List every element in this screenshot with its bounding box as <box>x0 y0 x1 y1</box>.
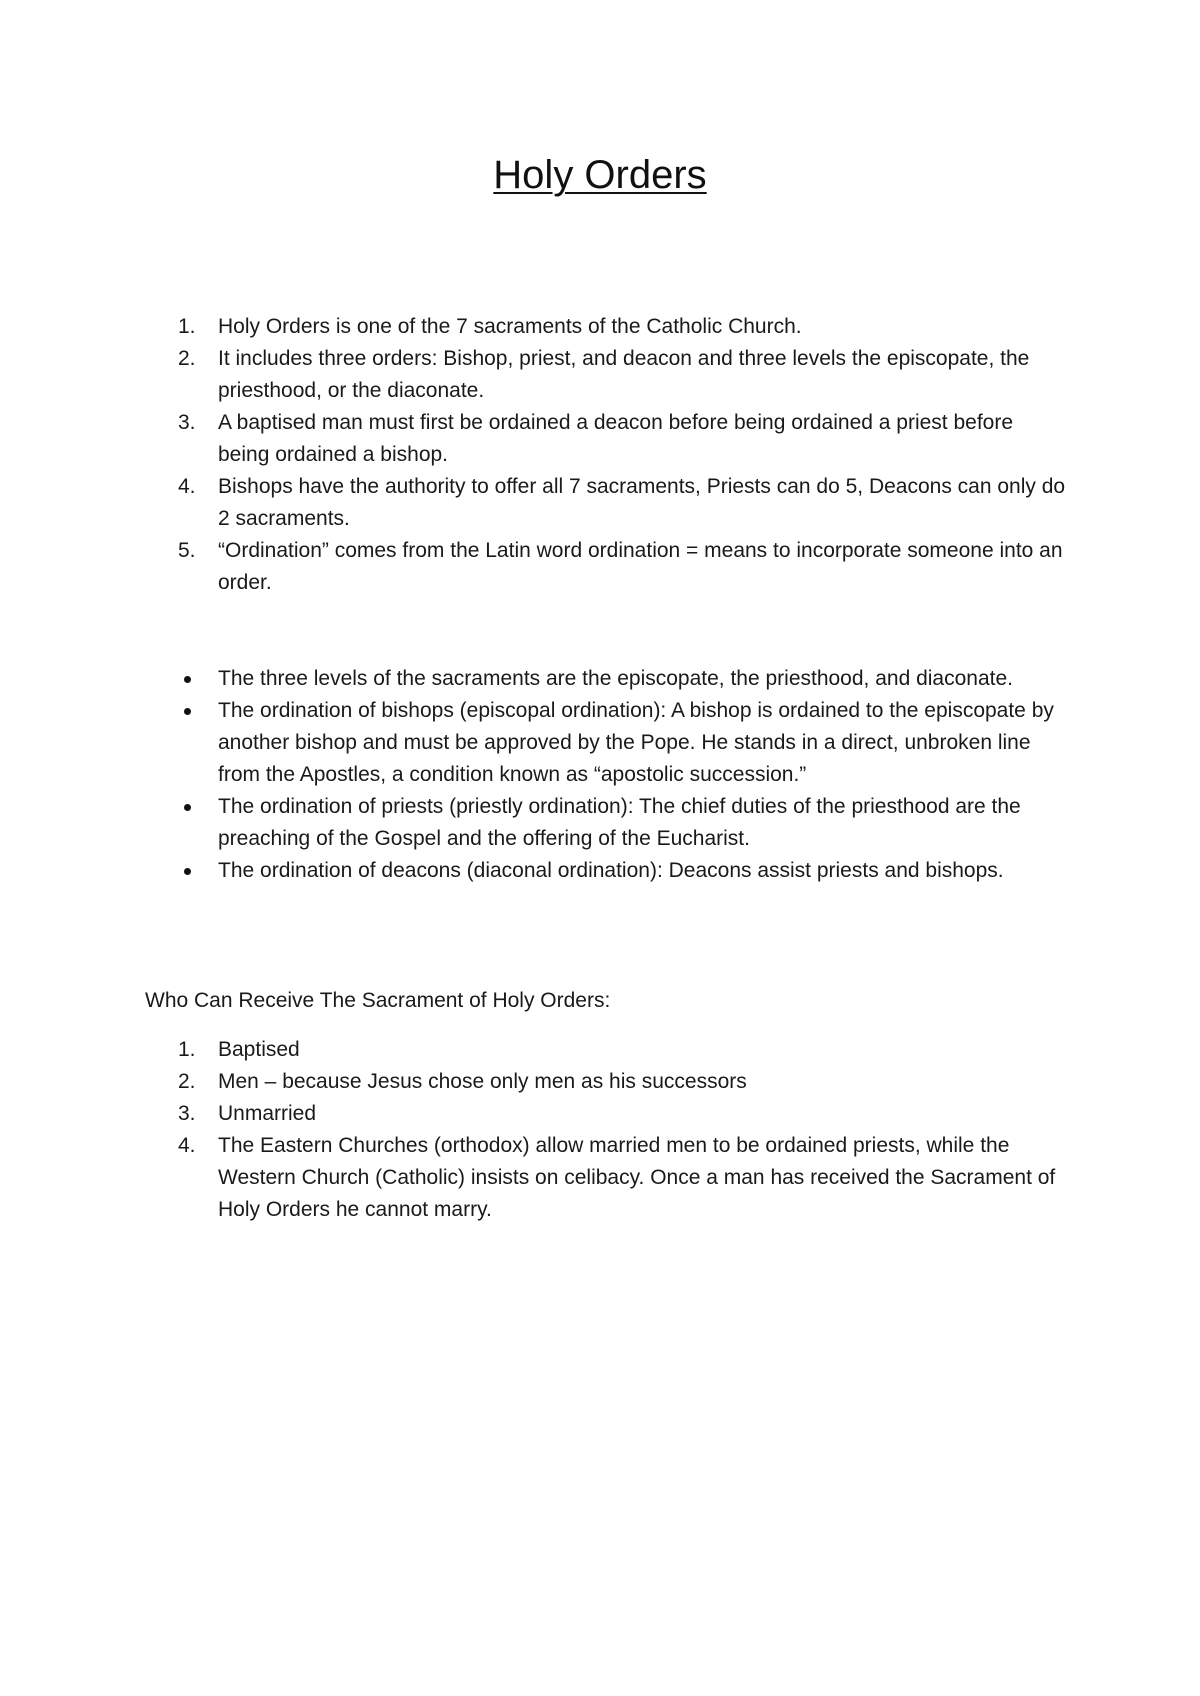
section-heading: Who Can Receive The Sacrament of Holy Orders: <box>145 989 611 1012</box>
bullet-list-ordinations <box>0 663 1200 887</box>
list-item <box>0 311 1200 343</box>
list-number: 5. <box>178 539 196 562</box>
numbered-list-requirements <box>0 1034 1200 1226</box>
list-number: 3. <box>178 411 196 434</box>
list-item-text: Bishops have the authority to offer all 7 sacraments, Priests can do 5, Deacons can only do 2 sacraments. <box>218 475 1066 530</box>
list-number: 2. <box>178 347 196 370</box>
list-number: 3. <box>178 1102 196 1125</box>
bullet-item-text: The ordination of priests (priestly ordination): The chief duties of the priesthood are the preaching of the Gospel and the offering of the Eucharist. <box>218 795 1021 850</box>
list-item <box>0 471 1200 535</box>
bullet-icon <box>184 804 191 811</box>
list-number: 2. <box>178 1070 196 1093</box>
list-item-text: Baptised <box>218 1038 300 1061</box>
list-item <box>0 343 1200 407</box>
list-item-text: The Eastern Churches (orthodox) allow married men to be ordained priests, while the Western Church (Catholic) insists on celibacy. Once a man has received the Sacrament of Holy Orders he cannot marry. <box>218 1134 1056 1221</box>
list-item <box>0 1034 1200 1066</box>
list-number: 1. <box>178 315 196 338</box>
list-item <box>0 1130 1200 1226</box>
bullet-item-text: The ordination of deacons (diaconal ordination): Deacons assist priests and bishops. <box>218 859 1004 882</box>
list-item-text: Holy Orders is one of the 7 sacraments of the Catholic Church. <box>218 315 802 338</box>
bullet-icon <box>184 868 191 875</box>
bullet-item <box>0 791 1200 855</box>
list-item <box>0 407 1200 471</box>
bullet-icon <box>184 676 191 683</box>
bullet-item <box>0 855 1200 887</box>
list-item-text: Unmarried <box>218 1102 317 1125</box>
list-item <box>0 535 1200 599</box>
list-number: 1. <box>178 1038 196 1061</box>
bullet-icon <box>184 708 191 715</box>
list-item <box>0 1066 1200 1098</box>
list-item-text: It includes three orders: Bishop, priest, and deacon and three levels the episcopate, the priesthood, or the diaconate. <box>218 347 1030 402</box>
bullet-item <box>0 663 1200 695</box>
page-title: Holy Orders <box>493 153 707 197</box>
bullet-item <box>0 695 1200 791</box>
list-item <box>0 1098 1200 1130</box>
list-number: 4. <box>178 475 196 498</box>
bullet-item-text: The ordination of bishops (episcopal ordination): A bishop is ordained to the episcopate by another bishop and must be approved by the Pope. He stands in a direct, unbroken line from the Apostles, a condition known as “apostolic succession.” <box>218 699 1054 786</box>
list-number: 4. <box>178 1134 196 1157</box>
list-item-text: Men – because Jesus chose only men as his successors <box>218 1070 747 1093</box>
bullet-item-text: The three levels of the sacraments are the episcopate, the priesthood, and diaconate. <box>218 667 1013 690</box>
numbered-list-facts <box>0 311 1200 599</box>
list-item-text: “Ordination” comes from the Latin word ordination = means to incorporate someone into an order. <box>218 539 1063 594</box>
list-item-text: A baptised man must first be ordained a deacon before being ordained a priest before being ordained a bishop. <box>218 411 1014 466</box>
